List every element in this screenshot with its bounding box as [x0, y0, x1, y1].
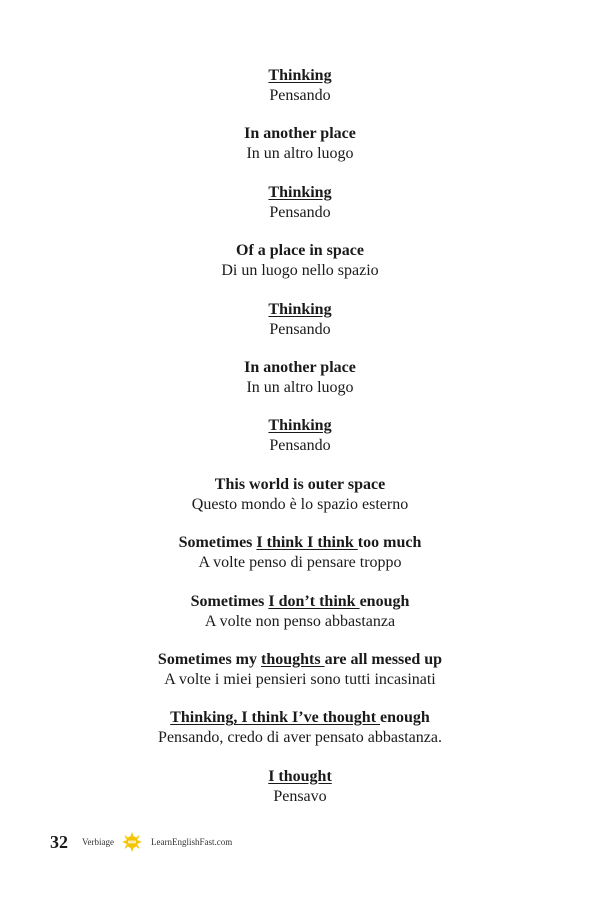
- underlined-phrase: thoughts: [261, 650, 325, 668]
- english-text: enough: [380, 709, 430, 727]
- italian-translation: Pensando: [269, 437, 331, 455]
- underlined-phrase: I thought: [268, 767, 332, 785]
- lyric-pair: [0, 475, 600, 533]
- underlined-phrase: I don’t think: [268, 592, 360, 610]
- english-line: [0, 183, 600, 203]
- lyric-pair: [0, 708, 600, 766]
- underlined-phrase: Thinking: [268, 417, 332, 435]
- english-text: Sometimes my: [157, 650, 262, 668]
- lyric-pair: [0, 592, 600, 650]
- underlined-phrase: Thinking, I think I’ve thought: [170, 709, 381, 727]
- lyric-pair: [0, 300, 600, 358]
- english-line: [0, 533, 600, 553]
- italian-translation: A volte i miei pensieri sono tutti incasinati: [164, 670, 436, 688]
- underlined-phrase: I think I think: [256, 534, 358, 552]
- sun-logo-icon: [119, 832, 145, 852]
- english-line: [0, 241, 600, 261]
- page-footer: [50, 830, 232, 854]
- underlined-phrase: Thinking: [268, 67, 332, 84]
- page-number: 32: [50, 831, 68, 852]
- lyric-pair: [0, 358, 600, 416]
- italian-translation: Pensando: [269, 203, 331, 221]
- english-line: [0, 66, 600, 86]
- english-text: This world is outer space: [214, 475, 386, 493]
- italian-translation: In un altro luogo: [246, 145, 354, 163]
- english-line: [0, 475, 600, 495]
- lyric-pair: [0, 416, 600, 474]
- english-line: [0, 300, 600, 320]
- english-text: Sometimes: [178, 534, 257, 552]
- italian-translation: Pensavo: [273, 787, 327, 805]
- english-line: [0, 767, 600, 787]
- english-text: too much: [357, 534, 422, 552]
- italian-translation: Pensando, credo di aver pensato abbastanza.: [158, 729, 442, 747]
- english-line: [0, 592, 600, 612]
- english-line: [0, 708, 600, 728]
- brand-name: Verbiage: [82, 837, 114, 847]
- italian-translation: Di un luogo nello spazio: [221, 262, 379, 280]
- underlined-phrase: Thinking: [268, 300, 332, 318]
- english-text: In another place: [244, 358, 356, 376]
- underlined-phrase: Thinking: [268, 183, 332, 201]
- english-line: [0, 358, 600, 378]
- english-line: [0, 416, 600, 436]
- english-line: [0, 650, 600, 670]
- english-text: In another place: [244, 125, 356, 143]
- lyric-pair: [0, 767, 600, 825]
- lyric-pair: [0, 183, 600, 241]
- italian-translation: Pensando: [269, 87, 331, 104]
- italian-translation: In un altro luogo: [246, 378, 354, 396]
- website-link[interactable]: LearnEnglishFast.com: [150, 837, 233, 847]
- lyric-pair: [0, 650, 600, 708]
- italian-translation: A volte penso di pensare troppo: [198, 554, 402, 572]
- italian-translation: Pensando: [269, 320, 331, 338]
- english-text: Of a place in space: [236, 242, 364, 260]
- lyric-pair: [0, 241, 600, 299]
- italian-translation: A volte non penso abbastanza: [204, 612, 396, 630]
- italian-translation: Questo mondo è lo spazio esterno: [191, 495, 409, 513]
- lyric-pair: [0, 533, 600, 591]
- lyric-pair: [0, 66, 600, 124]
- lyric-pair: [0, 124, 600, 182]
- english-text: are all messed up: [324, 650, 443, 668]
- english-line: [0, 124, 600, 144]
- lyrics-list: [0, 66, 600, 825]
- english-text: Sometimes: [190, 592, 269, 610]
- english-text: enough: [359, 592, 410, 610]
